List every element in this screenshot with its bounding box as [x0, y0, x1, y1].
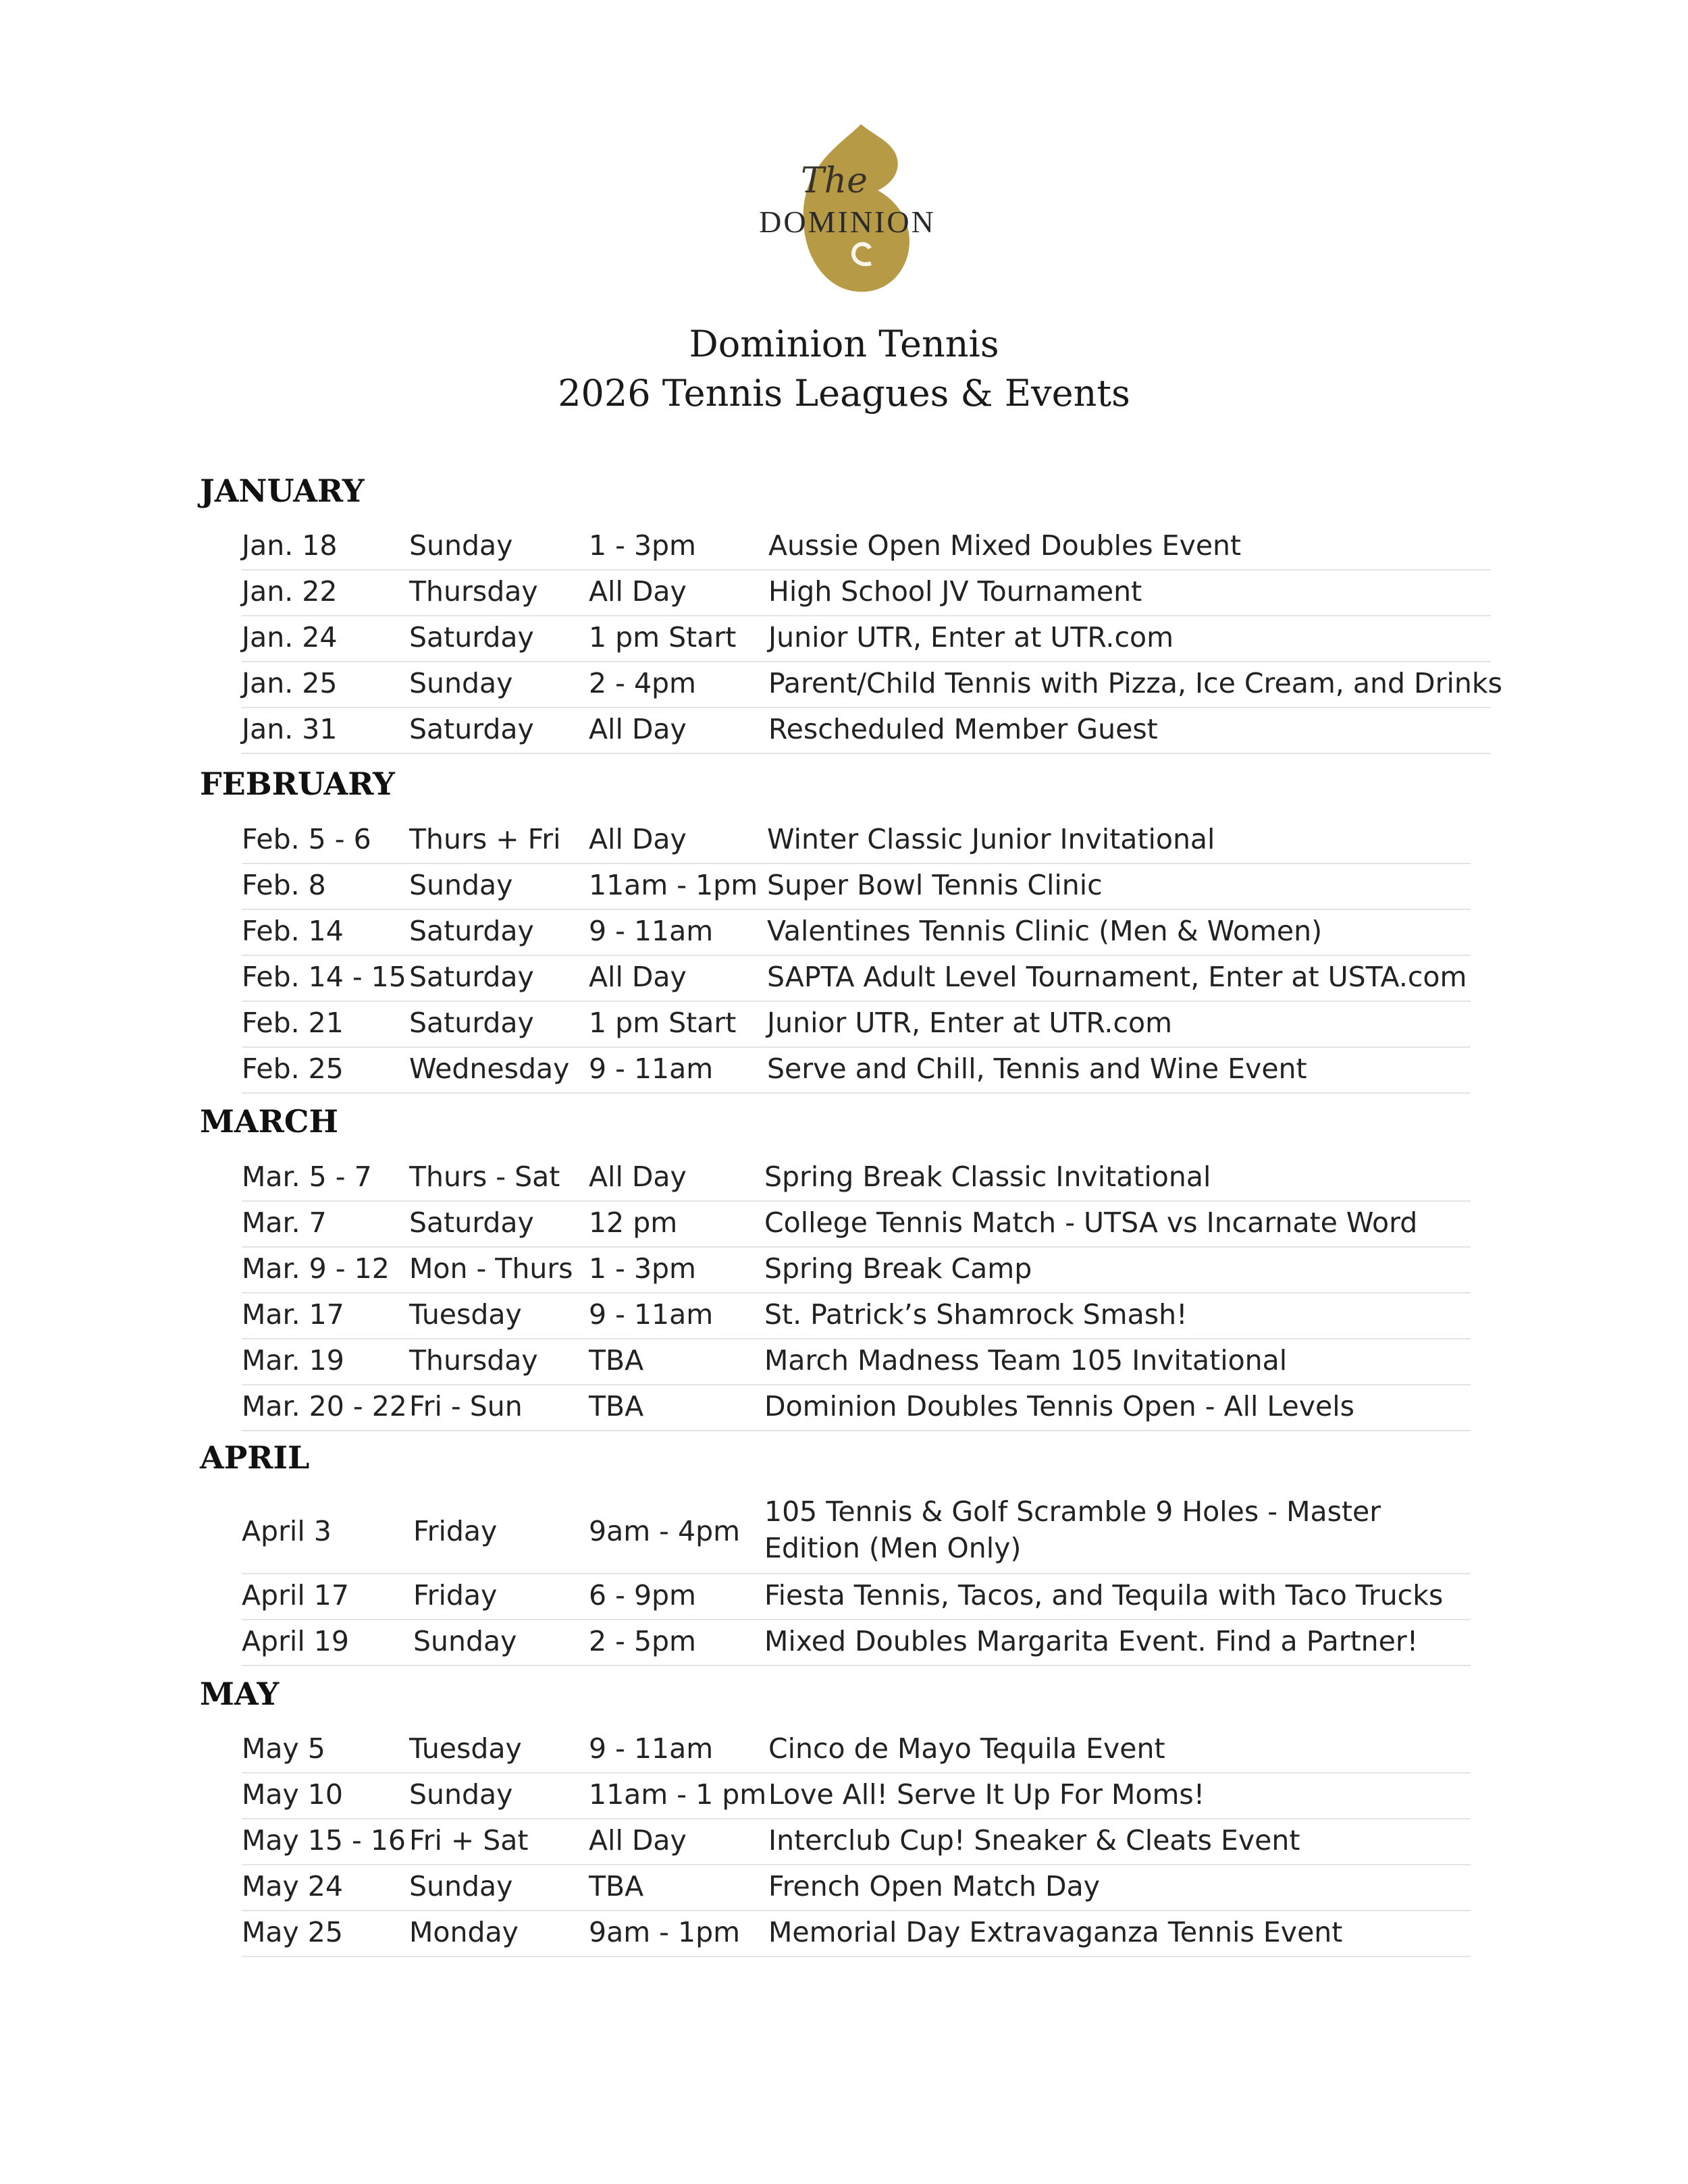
- event-time: All Day: [589, 713, 687, 745]
- event-day: Thursday: [409, 1344, 538, 1377]
- event-day: Friday: [413, 1515, 498, 1547]
- event-date: Feb. 21: [242, 1007, 344, 1039]
- event-event: Valentines Tennis Clinic (Men & Women): [767, 915, 1323, 947]
- event-row: [242, 817, 1471, 864]
- event-day: Sunday: [409, 667, 513, 699]
- event-day: Saturday: [409, 915, 534, 947]
- event-event: Aussie Open Mixed Doubles Event: [768, 529, 1242, 562]
- event-row: [242, 615, 1491, 662]
- event-event: Cinco de Mayo Tequila Event: [768, 1732, 1165, 1765]
- event-time: All Day: [589, 1161, 687, 1193]
- event-date: Mar. 9 - 12: [242, 1252, 390, 1285]
- event-row: [242, 1046, 1471, 1094]
- event-day: Saturday: [409, 1007, 534, 1039]
- event-date: May 10: [242, 1778, 343, 1811]
- event-day: Tuesday: [409, 1732, 522, 1765]
- month-heading-april: APRIL: [200, 1439, 310, 1476]
- event-day: Saturday: [409, 961, 534, 993]
- event-day: Sunday: [413, 1625, 517, 1657]
- event-event: Mixed Doubles Margarita Event. Find a Partner!: [764, 1625, 1419, 1657]
- event-event: French Open Match Day: [768, 1870, 1100, 1902]
- event-event: Super Bowl Tennis Clinic: [767, 869, 1103, 901]
- event-date: Feb. 5 - 6: [242, 823, 371, 855]
- event-date: Mar. 5 - 7: [242, 1161, 372, 1193]
- event-time: All Day: [589, 961, 687, 993]
- event-time: All Day: [589, 575, 687, 608]
- event-time: 2 - 5pm: [589, 1625, 696, 1657]
- event-row: [242, 707, 1491, 754]
- event-time: All Day: [589, 823, 687, 855]
- event-date: Feb. 25: [242, 1053, 344, 1085]
- event-day: Sunday: [409, 529, 513, 562]
- event-row: [242, 1200, 1471, 1248]
- event-date: Jan. 31: [242, 713, 338, 745]
- event-day: Fri - Sun: [409, 1390, 523, 1422]
- event-day: Monday: [409, 1916, 519, 1948]
- event-event: High School JV Tournament: [768, 575, 1142, 608]
- page-subtitle: 2026 Tennis Leagues & Events: [558, 372, 1130, 415]
- event-row: [242, 1491, 1471, 1574]
- event-event: Serve and Chill, Tennis and Wine Event: [767, 1053, 1307, 1085]
- event-row: [242, 909, 1471, 956]
- event-date: Mar. 20 - 22: [242, 1390, 407, 1422]
- event-date: Jan. 24: [242, 621, 338, 654]
- event-date: Mar. 19: [242, 1344, 344, 1377]
- event-time: 9 - 11am: [589, 1298, 714, 1331]
- event-event: Interclub Cup! Sneaker & Cleats Event: [768, 1824, 1300, 1857]
- logo-script-text: The: [801, 161, 868, 201]
- event-date: Mar. 7: [242, 1206, 327, 1239]
- event-event: 105 Tennis & Golf Scramble 9 Holes - Master Edition (Men Only): [764, 1495, 1381, 1564]
- event-time: TBA: [589, 1870, 644, 1902]
- event-day: Saturday: [409, 621, 534, 654]
- event-event: SAPTA Adult Level Tournament, Enter at USTA.com: [767, 961, 1467, 993]
- event-date: May 15 - 16: [242, 1824, 406, 1857]
- logo-wordmark: DOMINION: [759, 205, 936, 239]
- event-time: 11am - 1pm: [589, 869, 758, 901]
- event-day: Mon - Thurs: [409, 1252, 573, 1285]
- month-heading-may: MAY: [200, 1676, 280, 1712]
- event-day: Saturday: [409, 1206, 534, 1239]
- event-day: Saturday: [409, 713, 534, 745]
- event-date: Feb. 14: [242, 915, 344, 947]
- event-event: Parent/Child Tennis with Pizza, Ice Cream, and Drinks: [768, 667, 1502, 699]
- event-event: Memorial Day Extravaganza Tennis Event: [768, 1916, 1343, 1948]
- event-row: [242, 1619, 1471, 1666]
- event-row: [242, 1246, 1471, 1294]
- event-row: [242, 1338, 1471, 1385]
- event-event: Junior UTR, Enter at UTR.com: [767, 1007, 1173, 1039]
- event-row: [242, 1726, 1471, 1774]
- event-date: April 19: [242, 1625, 349, 1657]
- month-heading-february: FEBRUARY: [200, 766, 395, 802]
- event-event: Dominion Doubles Tennis Open - All Levels: [764, 1390, 1355, 1422]
- event-time: 9am - 4pm: [589, 1515, 741, 1547]
- event-event: Spring Break Camp: [764, 1252, 1032, 1285]
- event-time: 2 - 4pm: [589, 667, 696, 699]
- event-time: 1 - 3pm: [589, 1252, 696, 1285]
- event-time: 9am - 1pm: [589, 1916, 741, 1948]
- event-day: Friday: [413, 1579, 498, 1612]
- event-time: 9 - 11am: [589, 915, 714, 947]
- event-time: TBA: [589, 1344, 644, 1377]
- event-date: May 25: [242, 1916, 343, 1948]
- event-event: St. Patrick’s Shamrock Smash!: [764, 1298, 1188, 1331]
- event-row: [242, 1154, 1471, 1202]
- event-date: Jan. 25: [242, 667, 338, 699]
- event-time: 6 - 9pm: [589, 1579, 696, 1612]
- event-row: [242, 661, 1502, 708]
- event-time: 1 pm Start: [589, 621, 737, 654]
- event-row: [242, 955, 1471, 1002]
- event-event: College Tennis Match - UTSA vs Incarnate Word: [764, 1206, 1418, 1239]
- event-day: Fri + Sat: [409, 1824, 529, 1857]
- event-day: Sunday: [409, 869, 513, 901]
- event-event: Spring Break Classic Invitational: [764, 1161, 1211, 1193]
- event-row: [242, 1001, 1471, 1048]
- dominion-logo: [743, 122, 952, 304]
- event-event: March Madness Team 105 Invitational: [764, 1344, 1288, 1377]
- event-time: 9 - 11am: [589, 1053, 714, 1085]
- event-row: [242, 1818, 1471, 1865]
- month-heading-january: JANUARY: [200, 473, 365, 509]
- event-date: Mar. 17: [242, 1298, 344, 1331]
- event-day: Thursday: [409, 575, 538, 608]
- event-row: [242, 1864, 1471, 1911]
- event-row: [242, 1772, 1471, 1819]
- event-date: May 24: [242, 1870, 343, 1902]
- event-time: All Day: [589, 1824, 687, 1857]
- event-day: Sunday: [409, 1870, 513, 1902]
- event-date: Jan. 18: [242, 529, 338, 562]
- event-date: Feb. 14 - 15: [242, 961, 406, 993]
- event-row: [242, 569, 1491, 616]
- month-heading-march: MARCH: [200, 1103, 338, 1140]
- event-row: [242, 1910, 1471, 1957]
- event-date: Feb. 8: [242, 869, 326, 901]
- event-row: [242, 1384, 1471, 1431]
- event-time: 12 pm: [589, 1206, 678, 1239]
- event-row: [242, 523, 1491, 570]
- event-day: Wednesday: [409, 1053, 570, 1085]
- event-date: April 17: [242, 1579, 349, 1612]
- event-event: Winter Classic Junior Invitational: [767, 823, 1215, 855]
- event-day: Sunday: [409, 1778, 513, 1811]
- event-time: 9 - 11am: [589, 1732, 714, 1765]
- event-event: Love All! Serve It Up For Moms!: [768, 1778, 1205, 1811]
- event-day: Thurs - Sat: [409, 1161, 560, 1193]
- event-time: 1 - 3pm: [589, 529, 696, 562]
- event-row: [242, 1573, 1471, 1620]
- event-time: 1 pm Start: [589, 1007, 737, 1039]
- event-day: Thurs + Fri: [409, 823, 561, 855]
- event-event: Rescheduled Member Guest: [768, 713, 1158, 745]
- event-day: Tuesday: [409, 1298, 522, 1331]
- page-title: Dominion Tennis: [689, 323, 999, 365]
- event-date: May 5: [242, 1732, 325, 1765]
- event-event: Junior UTR, Enter at UTR.com: [768, 621, 1174, 654]
- event-date: Jan. 22: [242, 575, 338, 608]
- event-time: TBA: [589, 1390, 644, 1422]
- event-event: Fiesta Tennis, Tacos, and Tequila with Taco Trucks: [764, 1579, 1444, 1612]
- event-date: April 3: [242, 1515, 332, 1547]
- event-row: [242, 863, 1471, 910]
- event-row: [242, 1292, 1471, 1339]
- event-time: 11am - 1 pm: [589, 1778, 767, 1811]
